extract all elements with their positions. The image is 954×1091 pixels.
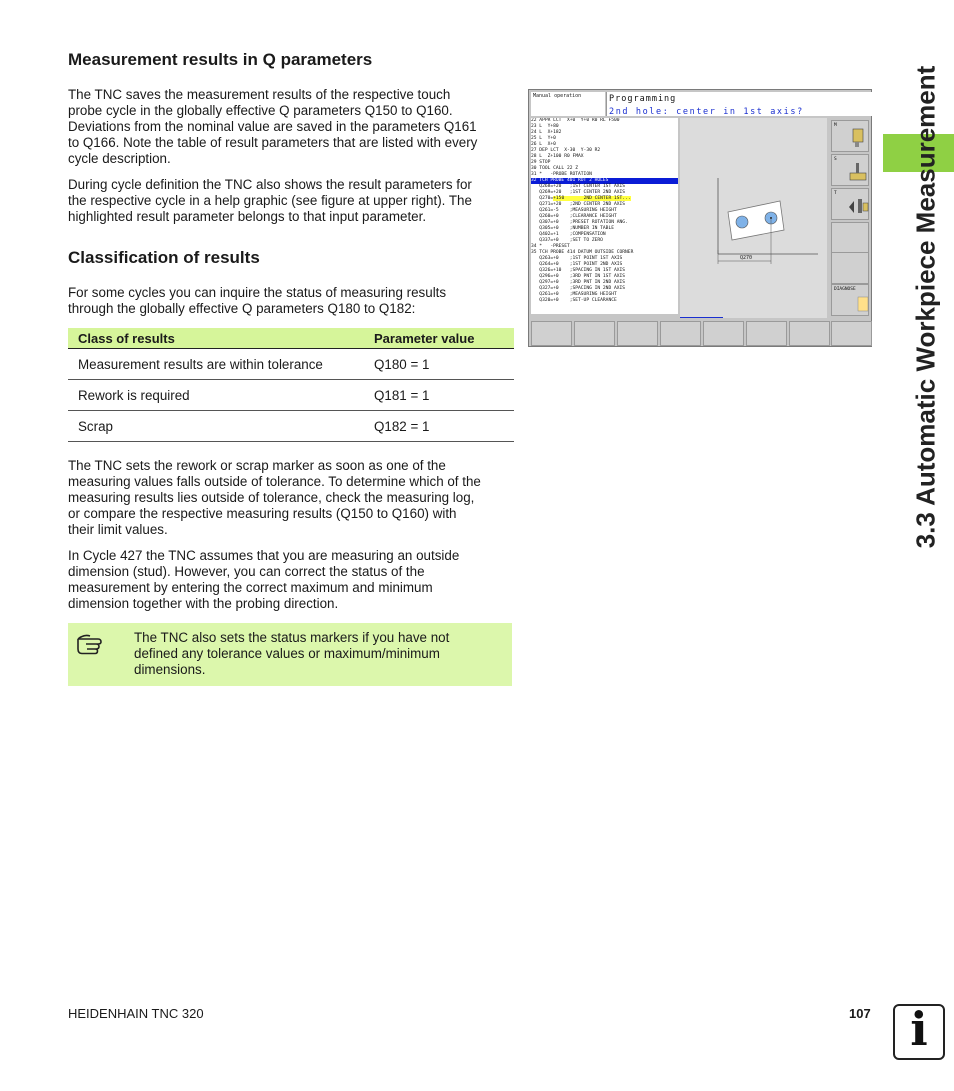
m-function-icon: [850, 127, 868, 149]
text-line: cycle description.: [68, 151, 171, 166]
program-line: 24 L X+182: [531, 130, 562, 135]
softkey-label: S: [834, 157, 837, 162]
text-line: Deviations from the nominal value are saved in the parameters Q161: [68, 119, 477, 134]
note-box: [68, 623, 512, 686]
program-line: 22 APPR LCT X+0 Y+0 R0 RL F500: [531, 118, 620, 123]
program-listing: [531, 118, 678, 314]
text-line: In Cycle 427 the TNC assumes that you are measuring an outside: [68, 548, 460, 563]
program-line: Q320=+0 ;SET-UP CLEARANCE: [531, 298, 617, 303]
text-line: The TNC saves the measurement results of the respective touch: [68, 87, 451, 102]
horizontal-softkeys: [531, 321, 871, 346]
program-line: Q268=+20 ;1ST CENTER 1ST AXIS: [531, 184, 626, 189]
table-cell: Measurement results are within tolerance: [68, 349, 364, 380]
info-icon: [893, 1004, 945, 1060]
softkey-bottom-3[interactable]: [617, 321, 658, 346]
program-line: 29 STOP: [531, 160, 551, 165]
paragraph-rework-scrap: [68, 458, 513, 538]
table-cell: Q181 = 1: [364, 380, 514, 411]
program-line: Q402=+1 ;COMPENSATION: [531, 232, 606, 237]
footer-product: HEIDENHAIN TNC 320: [68, 1006, 204, 1021]
softkey-s[interactable]: [831, 154, 869, 186]
table-cell: Q180 = 1: [364, 349, 514, 380]
column-header-parameter: Parameter value: [364, 328, 514, 349]
table-header-row: [68, 328, 514, 349]
program-line: Q269=+20 ;1ST CENTER 2ND AXIS: [531, 190, 626, 195]
text-line: dimensions.: [134, 662, 206, 677]
section-heading-q-parameters: Measurement results in Q parameters: [68, 50, 373, 69]
text-line: the respective cycle in a help graphic (see figure at upper right). The: [68, 193, 472, 208]
results-table: [68, 328, 514, 442]
page-number: 107: [849, 1006, 871, 1021]
section-heading-classification: Classification of results: [68, 248, 260, 267]
table-cell: Scrap: [68, 411, 364, 442]
vertical-softkeys: [829, 118, 871, 318]
text-line: through the globally effective Q parameters Q180 to Q182:: [68, 301, 416, 316]
softkey-empty-1[interactable]: [831, 222, 869, 254]
text-line: dimension (stud). However, you can correct the status of the: [68, 564, 425, 579]
program-line: Q264=+0 ;1ST POINT 2ND AXIS: [531, 262, 623, 267]
softkey-bottom-7[interactable]: [789, 321, 830, 346]
spindle-icon: [848, 161, 868, 183]
text-line: measuring results lies outside of tolerance, check the measuring log,: [68, 490, 475, 505]
program-line: Q326=+10 ;SPACING IN 1ST AXIS: [531, 268, 626, 273]
graphic-label: Q270: [740, 255, 753, 261]
softkey-bottom-5[interactable]: [703, 321, 744, 346]
program-line: Q297=+0 ;3RD PNT IN 2ND AXIS: [531, 280, 626, 285]
table-row: [68, 349, 514, 380]
chapter-title-vertical: [908, 64, 944, 550]
help-graphic-drawing: [680, 118, 827, 318]
diagnose-icon: [856, 295, 870, 313]
programming-title: Programming: [609, 94, 677, 104]
softkey-bottom-6[interactable]: [746, 321, 787, 346]
program-line: 25 L Y+0: [531, 136, 556, 141]
column-header-class: Class of results: [68, 328, 364, 349]
softkey-diagnose[interactable]: [831, 284, 869, 316]
text-line: For some cycles you can inquire the status of measuring results: [68, 285, 447, 300]
softkey-bottom-4[interactable]: [660, 321, 701, 346]
text-line: their limit values.: [68, 522, 168, 537]
text-line: defined any tolerance values or maximum/minimum: [134, 646, 440, 661]
help-graphic: [680, 118, 827, 318]
paragraph-cycle-427: [68, 548, 513, 612]
program-line: Q261=+0 ;MEASURING HEIGHT: [531, 292, 617, 297]
softkey-label: T: [834, 191, 837, 196]
program-line: Q307=+0 ;PRESET ROTATION ANG.: [531, 220, 628, 225]
table-row: [68, 380, 514, 411]
programming-header: [606, 92, 873, 116]
program-line-prefix: Q270=: [531, 196, 554, 201]
program-line: Q263=+0 ;1ST POINT 1ST AXIS: [531, 256, 623, 261]
softkey-m[interactable]: [831, 120, 869, 152]
table-cell: Q182 = 1: [364, 411, 514, 442]
paragraph-cycle-definition: [68, 177, 513, 225]
program-line: Q296=+0 ;3RD PNT IN 1ST AXIS: [531, 274, 626, 279]
program-line: 23 L Y+80: [531, 124, 559, 129]
program-line: Q261=-5 ;MEASURING HEIGHT: [531, 208, 617, 213]
softkey-label: M: [834, 123, 837, 128]
program-line: 34 * -PRESET: [531, 244, 570, 249]
softkey-label: DIAGNOSE: [834, 287, 856, 292]
softkey-t[interactable]: [831, 188, 869, 220]
text-line: measuring values falls outside of tolerance. To determine which of the: [68, 474, 481, 489]
program-line: 31 * -PROBE ROTATION: [531, 172, 592, 177]
text-line: The TNC also sets the status markers if you have not: [134, 630, 450, 645]
dialog-prompt: 2nd hole: center in 1st axis?: [609, 107, 804, 117]
softkey-bottom-1[interactable]: [531, 321, 572, 346]
text-line: measurement by entering the correct maximum and minimum: [68, 580, 433, 595]
program-line: 26 L X+0: [531, 142, 556, 147]
program-line: Q337=+0 ;SET TO ZERO: [531, 238, 603, 243]
program-line: Q305=+0 ;NUMBER IN TABLE: [531, 226, 614, 231]
softkey-bottom-8[interactable]: [831, 321, 872, 346]
softkey-bottom-2[interactable]: [574, 321, 615, 346]
operating-mode-label: Manual operation: [531, 92, 605, 116]
program-line: Q327=+0 ;SPACING IN 2ND AXIS: [531, 286, 626, 291]
text-line: highlighted result parameter belongs to that input parameter.: [68, 209, 427, 224]
text-line: or compare the respective measuring results (Q150 to Q160) with: [68, 506, 457, 521]
table-row: [68, 411, 514, 442]
text-line: dimension together with the probing direction.: [68, 596, 339, 611]
pointing-hand-icon: [76, 633, 108, 655]
softkey-empty-2[interactable]: [831, 252, 869, 284]
paragraph-classification: [68, 285, 513, 317]
program-line: 32 TCH PROBE 401 ROT 2 HOLES: [531, 178, 678, 184]
tool-icon: [846, 195, 870, 217]
input-field-highlight[interactable]: +150 2ND CENTER 1ST...: [553, 196, 631, 201]
program-line: 28 L Z+100 R0 FMAX: [531, 154, 584, 159]
text-line: to Q166. Note the table of result parameters that are listed with every: [68, 135, 478, 150]
program-line: Q260=+0 ;CLEARANCE HEIGHT: [531, 214, 617, 219]
program-line: Q271=+20 ;2ND CENTER 2ND AXIS: [531, 202, 626, 207]
text-line: The TNC sets the rework or scrap marker as soon as one of the: [68, 458, 446, 473]
program-line: 35 TCH PROBE 414 DATUM OUTSIDE CORNER: [531, 250, 634, 255]
chapter-title-text: 3.3 Automatic Workpiece Measurement: [910, 65, 941, 549]
program-line: 30 TOOL CALL 22 Z: [531, 166, 579, 171]
program-line: 27 DEP LCT X-30 Y-30 R2: [531, 148, 601, 153]
table-cell: Rework is required: [68, 380, 364, 411]
note-text: [134, 630, 494, 678]
text-line: During cycle definition the TNC also shows the result parameters for: [68, 177, 472, 192]
tnc-screenshot: [528, 89, 872, 347]
info-glyph: i: [910, 1002, 928, 1056]
text-line: probe cycle in the globally effective Q parameters Q150 to Q160.: [68, 103, 453, 118]
paragraph-q-parameters: [68, 87, 513, 167]
